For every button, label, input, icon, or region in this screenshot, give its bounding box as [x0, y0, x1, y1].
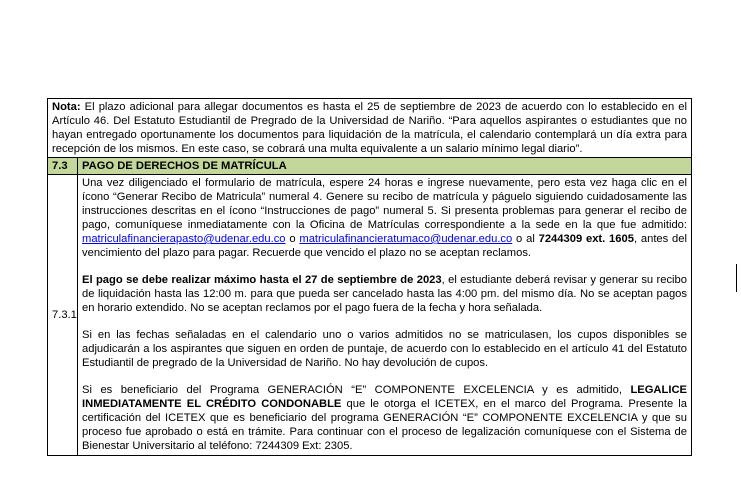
- subsection-row: [48, 175, 692, 456]
- deadline-bold: El pago se debe realizar máximo hasta el 27 de septiembre de 2023: [82, 274, 442, 286]
- margin-mark: [736, 264, 739, 292]
- email-link-tumaco[interactable]: matriculafinancieratumaco@udenar.edu.co: [299, 233, 513, 245]
- paragraph-generacion-e: [82, 383, 687, 453]
- legalize-bold: LEGALICE INMEDIATAMENTE EL CRÉDITO CONDONABLE: [82, 384, 687, 410]
- paragraph-quota-reassignment: [82, 328, 687, 370]
- paragraph-text: o al: [512, 233, 539, 245]
- paragraph-text: , el estudiante deberá revisar y generar su recibo de liquidación hasta las 12:00 m. para que pueda ser cancelado hasta las 4:00 pm. del mismo día. No se aceptan pagos en horario extendido. No se aceptan reclamos por el pago fuera de la fecha y hora señalada.: [82, 274, 687, 314]
- paragraph-text: Una vez diligenciado el formulario de matrícula, espere 24 horas e ingrese nuevamente, pero esta vez haga clic en el ícono “Generar Recibo de Matricula” numeral 4. Genere su recibo de matrícula y páguelo siguiendo cuidadosamente las instrucciones descritas en el ícono “Instrucciones de pago” numeral 5. Si presenta problemas para generar el recibo de pago, comuníquese inmediatamente con la Oficina de Matrículas correspondiente a la sede en la que fue admitido:: [82, 177, 687, 231]
- section-number: 7.3: [48, 158, 78, 175]
- paragraph-text: o: [285, 233, 300, 245]
- paragraph-text: Si es beneficiario del Programa GENERACIÓN “E” COMPONENTE EXCELENCIA y es admitido,: [82, 384, 631, 396]
- subsection-body: [78, 175, 692, 456]
- phone-number: 7244309 ext. 1605: [538, 233, 634, 245]
- paragraph-text: Si en las fechas señaladas en el calendario uno o varios admitidos no se matriculasen, los cupos disponibles se adjudicarán a los aspirantes que siguen en orden de puntaje, de acuerdo con lo establecido en el artículo 41 del Estatuto Estudiantil de pregrado de la Universidad de Nariño. No hay devolución de cupos.: [82, 329, 687, 369]
- paragraph-text: , antes del vencimiento del plazo para pagar. Recuerde que vencido el plazo no se aceptan reclamos.: [82, 233, 687, 259]
- paragraph-text: que le otorga el ICETEX, en el marco del Programa. Presente la certificación del ICETEX que es beneficiario del programa GENERACIÓN “E” COMPONENTE EXCELENCIA y que su proceso fue aprobado o está en trámite. Para continuar con el proceso de legalización comuníquese con el Sistema de Bienestar Universitario al teléfono: 7244309 Ext: 2305.: [82, 398, 687, 452]
- note-label: Nota:: [52, 101, 81, 113]
- document-table: [47, 98, 692, 456]
- paragraph-payment-instructions: [82, 176, 687, 260]
- subsection-number: 7.3.1: [48, 175, 78, 456]
- note-text: El plazo adicional para allegar documentos es hasta el 25 de septiembre de 2023 de acuerdo con lo establecido en el Artículo 46. Del Estatuto Estudiantil de Pregrado de la Universidad de Nariño. “Para aquellos aspirantes o estudiantes que no hayan entregado oportunamente los documentos para liquidación de la matrícula, el calendario contemplará un día extra para recepción de los mismos. En este caso, se cobrará una multa equivalente a un salario mínimo legal diario”.: [52, 101, 687, 155]
- paragraph-payment-deadline: [82, 273, 687, 315]
- note-cell: [48, 99, 692, 158]
- note-row: [48, 99, 692, 158]
- section-header-row: [48, 158, 692, 175]
- email-link-pasto[interactable]: matriculafinancierapasto@udenar.edu.co: [82, 233, 286, 245]
- section-title: PAGO DE DERECHOS DE MATRÍCULA: [78, 158, 692, 175]
